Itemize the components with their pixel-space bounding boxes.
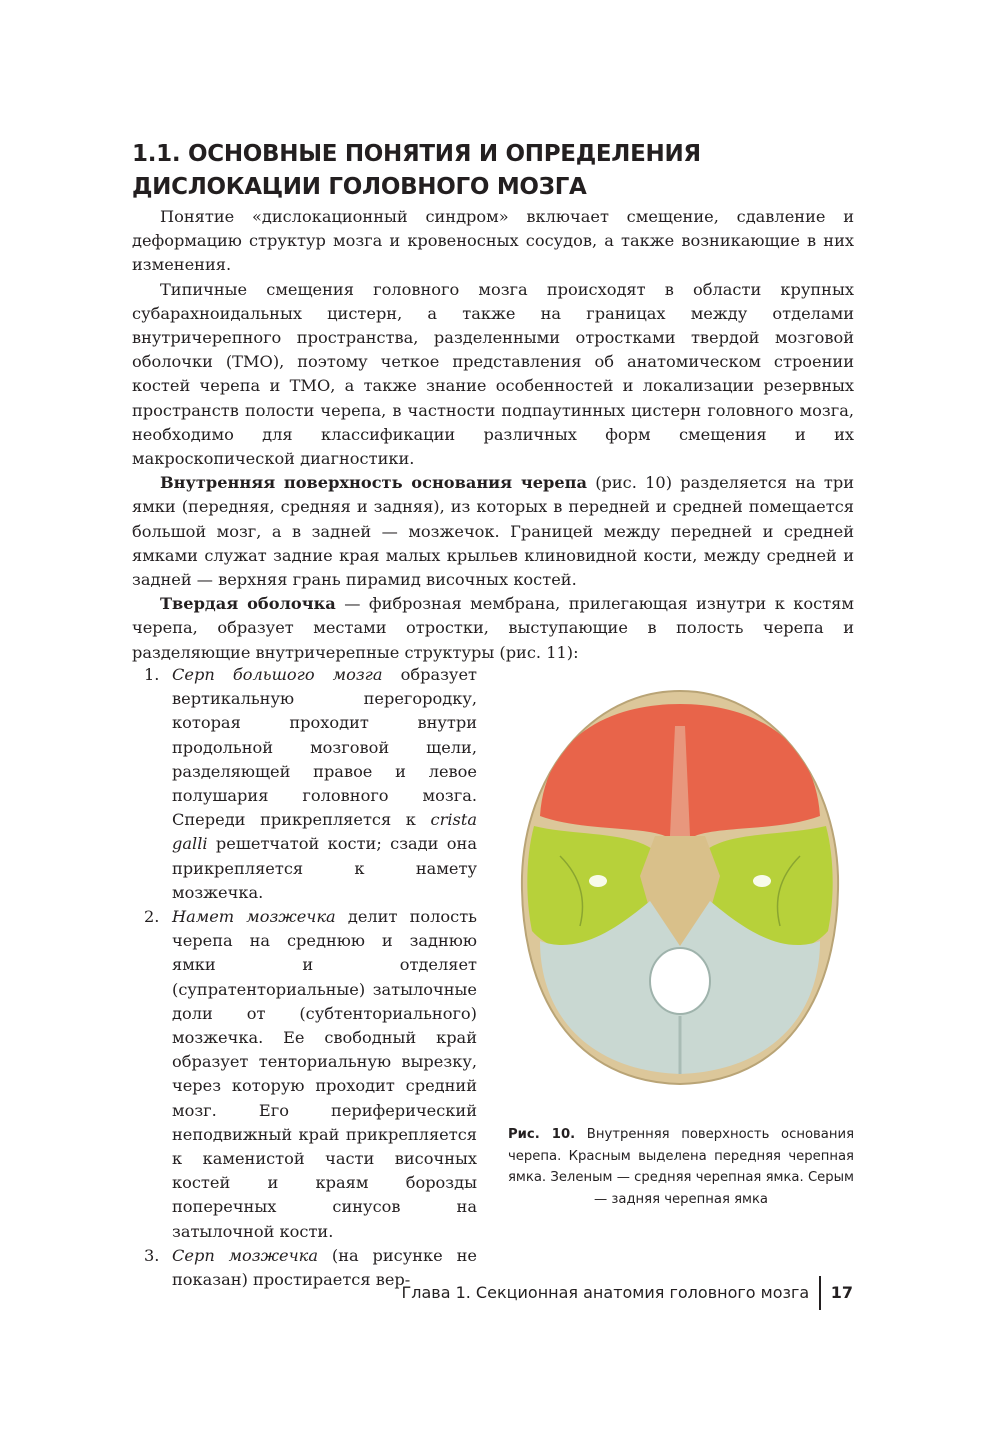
figure-10 — [508, 686, 854, 1210]
foramen-right — [753, 875, 771, 887]
list-number: 3. — [144, 1245, 160, 1265]
term-skull-base: Внутренняя поверхность основания черепа — [160, 473, 587, 493]
list-text: делит полость черепа на среднюю и заднюю ямки и отделяет (супратенториальные) затылочные доли от (субтенториального) мозжечка. Ее свободный край образует тенториальную вырезку, через которую проходит средний мозг. Его периферический неподвижный край прикрепляется к каменистой части височных костей и краям борозды поперечных синусов на затылочной кости. — [172, 907, 477, 1241]
list-item — [132, 905, 477, 1244]
list-number: 2. — [144, 907, 160, 927]
skull-base-illustration — [520, 686, 840, 1086]
list-text: (на рисунке не показан) простирается вер- — [172, 1245, 477, 1290]
figure-caption — [508, 1124, 854, 1210]
list-term: Серп мозжечка — [172, 1245, 318, 1265]
section-heading: 1.1. ОСНОВНЫЕ ПОНЯТИЯ И ОПРЕДЕЛЕНИЯ ДИСЛОКАЦИИ ГОЛОВНОГО МОЗГА — [132, 141, 701, 200]
chapter-title: Глава 1. Секционная анатомия головного мозга — [401, 1283, 810, 1302]
paragraph-1: Понятие «дислокационный синдром» включает смещение, сдавление и деформацию структур мозга и кровеносных сосудов, а также возникающие в них изменения. — [132, 207, 854, 275]
paragraph-4 — [132, 592, 854, 665]
figure-label: Рис. 10. — [508, 1127, 576, 1142]
figure-caption-text: Внутренняя поверхность основания черепа. Красным выделена передняя черепная ямка. Зеленым — средняя черепная ямка. Серым — задняя черепная ямка — [508, 1127, 854, 1207]
foramen-left — [589, 875, 607, 887]
list-text: образует вертикальную перегородку, которая проходит внутри продольной мозговой щели, разделяющей правое и левое полушария головного мозга. Спереди прикрепляется к — [172, 665, 477, 830]
list-term: Намет мозжечка — [172, 907, 336, 927]
paragraph-3-text: (рис. 10) разделяется на три ямки (передняя, средняя и задняя), из которых в передней и средней помещается большой мозг, а в задней — мозжечок. Границей между передней и средней ямками служат задние края малых крыльев клиновидной кости, между средней и задней — верхняя грань пирамид височных костей. — [132, 473, 854, 590]
page-footer — [401, 1276, 853, 1310]
list-item — [132, 663, 477, 905]
paragraph-4-text: — фиброзная мембрана, прилегающая изнутри к костям черепа, образует местами отростки, выступающие в полость черепа и разделяющие внутричерепные структуры (рис. 11): — [132, 594, 854, 662]
numbered-list — [132, 663, 477, 1292]
paragraph-2: Типичные смещения головного мозга происходят в области крупных субарахноидальных цистерн, а также на границах между отделами внутричерепного пространства, разделенными отростками твердой мозговой оболочки (ТМО), поэтому четкое представления об анатомическом строении костей черепа и ТМО, а также знание особенностей и локализации резервных пространств полости черепа, в частности подпаутинных цистерн головного мозга, необходимо для классификации различных форм смещения и их макроскопической диагностики. — [132, 279, 854, 469]
body-text — [132, 205, 854, 665]
foramen-magnum — [650, 948, 710, 1014]
term-dura-mater: Твердая оболочка — [160, 594, 336, 614]
page-number: 17 — [830, 1283, 853, 1302]
list-term: Серп большого мозга — [172, 665, 383, 684]
list-number: 1. — [144, 665, 160, 684]
paragraph-3 — [132, 471, 854, 592]
latin-term: crista galli — [172, 810, 477, 854]
list-text: решетчатой кости; сзади она прикрепляется к намету мозжечка. — [172, 834, 477, 902]
